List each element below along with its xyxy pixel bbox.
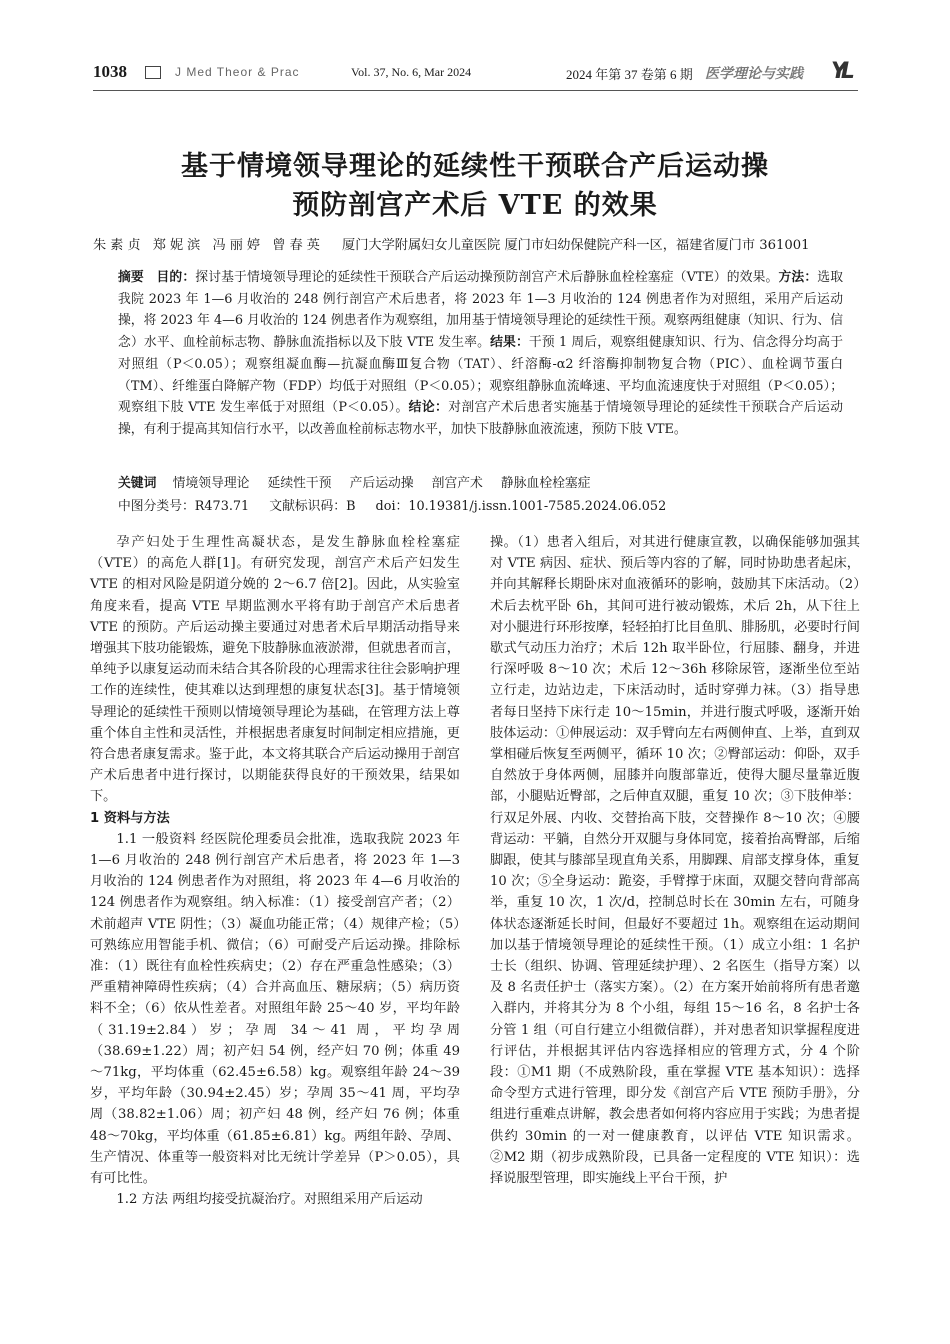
- keyword: 剖宫产术: [431, 476, 483, 491]
- body-left-column: [90, 532, 460, 1211]
- paper-title-line2: 预防剖宫产术后 VTE 的效果: [292, 190, 658, 221]
- section-1-2: 1.2 方法 两组均接受抗凝治疗。对照组采用产后运动: [116, 1192, 423, 1208]
- conclusion-label: 结论：: [408, 400, 449, 416]
- results-text: 干预 1 周后，观察组健康知识、行为、信念得分均高于对照组（P＜0.05）；观察组凝血酶—抗凝血酶Ⅲ复合物（TAT）、纤溶酶-α2 纤溶酶抑制物复合物（PIC）、血栓调节蛋白（TM）、纤维蛋白降解产物（FDP）均低于对照组（P＜0.05）；观察组静脉血流峰速、平均血流速度快于对照组（P＜0.05）；观察组下肢 VTE 发生率低于对照组（P＜0.05）。: [118, 335, 843, 416]
- keywords-label: 关键词: [118, 476, 157, 491]
- document-code: 文献标识码：B: [269, 499, 356, 514]
- section-1-1: 1.1 一般资料 经医院伦理委员会批准，选取我院 2023 年 1—6 月收治的 248 例行剖宫产术后患者，将 2023 年 1—3 月收治的 124 例患者作为对照组，将 2023 年 4—6 月收治的 124 例患者作为观察组。纳入标准：（1）接受剖宫产者；（2）术前超声 VTE 阴性；（3）凝血功能正常；（4）规律产检；（5）可熟练应用智能手机、微信；（6）可耐受产后运动操。排除标准：（1）既往有血栓性疾病史；（2）存在严重急性感染；（3）严重精神障碍性疾病；（4）合并高血压、糖尿病；（5）病历资料不全；（6）依从性差者。对照组年龄 25～40 岁，平均年龄（31.19±2.84）岁；孕周 34～41 周，平均孕周（38.69±1.22）周；初产妇 54 例，经产妇 70 例；体重 49～71kg，平均体重（62.45±6.58）kg。观察组年龄 24～39 岁，平均年龄（30.94±2.45）岁；孕周 35～41 周，平均孕周（38.82±1.06）周；初产妇 48 例，经产妇 76 例；体重 48～70kg，平均体重（61.85±6.81）kg。两组年龄、孕周、生产情况、体重等一般资料对比无统计学差异（P＞0.05），具有可比性。: [90, 831, 460, 1187]
- journal-mark-icon: YL: [831, 59, 849, 84]
- methods-label: 方法：: [778, 270, 818, 285]
- classification: [118, 496, 843, 517]
- running-header: [93, 59, 853, 86]
- paper-title-line1: 基于情境领导理论的延续性干预联合产后运动操: [181, 151, 769, 182]
- objective-label: 目的：: [156, 270, 196, 285]
- methods-text: 选取我院 2023 年 1—6 月收治的 248 例行剖宫产术后患者，将 2023 年 1—3 月收治的 124 例患者作为对照组，采用产后运动操，将 2023 年 4—6 月收治的 124 例患者作为观察组，加用基于情境领导理论的延续性干预。观察两组健康（知识、行为、信念）水平、血栓前标志物、静脉血流指标以及下肢 VTE 发生率。: [118, 270, 844, 351]
- methods-paragraph: 操。（1）患者入组后，对其进行健康宣教，以确保能够加强其对 VTE 病因、症状、预后等内容的了解，同时协助患者起床，并向其解释长期卧床对血液循环的影响，鼓励其下床活动。（2）术后去枕平卧 6h，其间可进行被动锻炼，术后 2h，从下往上对小腿进行环形按摩，轻轻拍打比目鱼肌、腓肠肌，必要时行间歇式气动压力治疗；术后 12h 取半卧位，行屈膝、翻身，并进行深呼吸 8～10 次；术后 12～36h 移除尿管，逐渐坐位至站立行走，边站边走，下床活动时，适时穿弹力袜。（3）指导患者每日坚持下床行走 10～15min，并进行腹式呼吸，逐渐开始肢体运动：①伸展运动：双手臂向左右两侧伸直、上举，直到双掌相碰后恢复至两侧平，循环 10 次；②臀部运动：仰卧，双手自然放于身体两侧，屈膝并向腹部靠近，使得大腿尽量靠近腹部，小腿贴近臀部，之后伸直双腿，重复 10 次；③下肢伸举：行双足外展、内收、交替抬高下肢，交替操作 8～10 次；④腰背运动：平躺，自然分开双腿与身体同宽，接着抬高臀部，后缩脚跟，使其与膝部呈现直角关系，用脚踝、肩部支撑身体，重复 10 次；⑤全身运动：跪姿，手臂撑于床面，双腿交替向背部高举，重复 10 次，1 次/d，控制总时长在 30min 左右，可随身体状态逐渐延长时间，但最好不要超过 1h。观察组在运动期间加以基于情境领导理论的延续性干预。（1）成立小组：1 名护士长（组织、协调、管理延续护理）、2 名医生（指导方案）以及 8 名责任护士（落实方案）。（2）在方案开始前将所有患者邀入群内，并将其分为 8 个小组，每组 15～16 名，8 名护士各分管 1 组（可自行建立小组微信群），并对患者知识掌握程度进行评估，并根据其评估内容选择相应的管理方式，分 4 个阶段：①M1 期（不成熟阶段，重在掌握 VTE 基本知识）：选择命令型方式进行管理，即分发《剖宫产后 VTE 预防手册》，分组进行重难点讲解，教会患者如何将内容应用于实践；为患者提供约 30min 的一对一健康教育，以评估 VTE 知识需求。②M2 期（初步成熟阶段，已具备一定程度的 VTE 知识）：选择说服型管理，即实施线上平台干预，护: [490, 535, 860, 1187]
- journal-name-cn: 医学理论与实践: [705, 66, 803, 82]
- affiliation: 厦门大学附属妇女儿童医院 厦门市妇幼保健院产科一区，福建省厦门市 361001: [342, 238, 810, 253]
- journal-name-en: J Med Theor & Prac: [175, 65, 300, 79]
- author-block: [93, 234, 858, 253]
- section-heading-1: 1 资料与方法: [90, 810, 170, 826]
- intro-paragraph: 孕产妇处于生理性高凝状态，是发生静脉血栓栓塞症（VTE）的高危人群[1]。有研究发现，剖宫产术后产妇发生 VTE 的相对风险是阴道分娩的 2～6.7 倍[2]。因此，从实验室角度来看，提高 VTE 早期监测水平将有助于剖宫产术后患者 VTE 的预防。产后运动操主要通过对患者术后早期活动指导来增强其下肢功能锻炼，避免下肢静脉血液淤滞，但就患者而言，单纯予以康复运动而未结合其各阶段的心理需求往往会影响护理工作的连续性，使其难以达到理想的康复状态[3]。基于情境领导理论的延续性干预则以情境领导理论为基础，在管理方法上尊重个体自主性和灵活性，并根据患者康复时间制定相应措施，更符合患者康复需求。鉴于此，本文将其联合产后运动操用于剖宫产术后患者中进行探讨，以期能获得良好的干预效果，结果如下。: [90, 535, 460, 805]
- journal-logo-icon: [145, 66, 161, 79]
- keywords: [118, 473, 843, 494]
- results-label: 结果：: [490, 335, 529, 351]
- conclusion-text: 对剖宫产术后患者实施基于情境领导理论的延续性干预联合产后运动操，有利于提高其知信行水平，以改善血栓前标志物水平，加快下肢静脉血液流速，预防下肢 VTE。: [118, 400, 844, 437]
- keyword: 延续性干预: [267, 476, 332, 491]
- objective-text: 探讨基于情境领导理论的延续性干预联合产后运动操预防剖宫产术后静脉血栓栓塞症（VTE）的效果。: [195, 270, 779, 285]
- clc-number: 中图分类号：R473.71: [118, 499, 250, 514]
- doi: doi：10.19381/j.issn.1001-7585.2024.06.052: [375, 499, 667, 514]
- abstract-label: 摘要: [118, 270, 144, 285]
- keyword: 产后运动操: [349, 476, 414, 491]
- keyword: 静脉血栓栓塞症: [500, 476, 591, 491]
- page-number: 1038: [93, 62, 127, 81]
- volume-en: Vol. 37, No. 6, Mar 2024: [351, 65, 472, 79]
- author-names: 朱素贞 郑妮滨 冯丽婷 曾春英: [93, 238, 324, 253]
- body-right-column: [490, 532, 860, 1189]
- keyword: 情境领导理论: [172, 476, 250, 491]
- header-divider: [93, 90, 858, 91]
- abstract: [118, 267, 843, 441]
- volume-cn: 2024 年第 37 卷第 6 期: [566, 67, 693, 82]
